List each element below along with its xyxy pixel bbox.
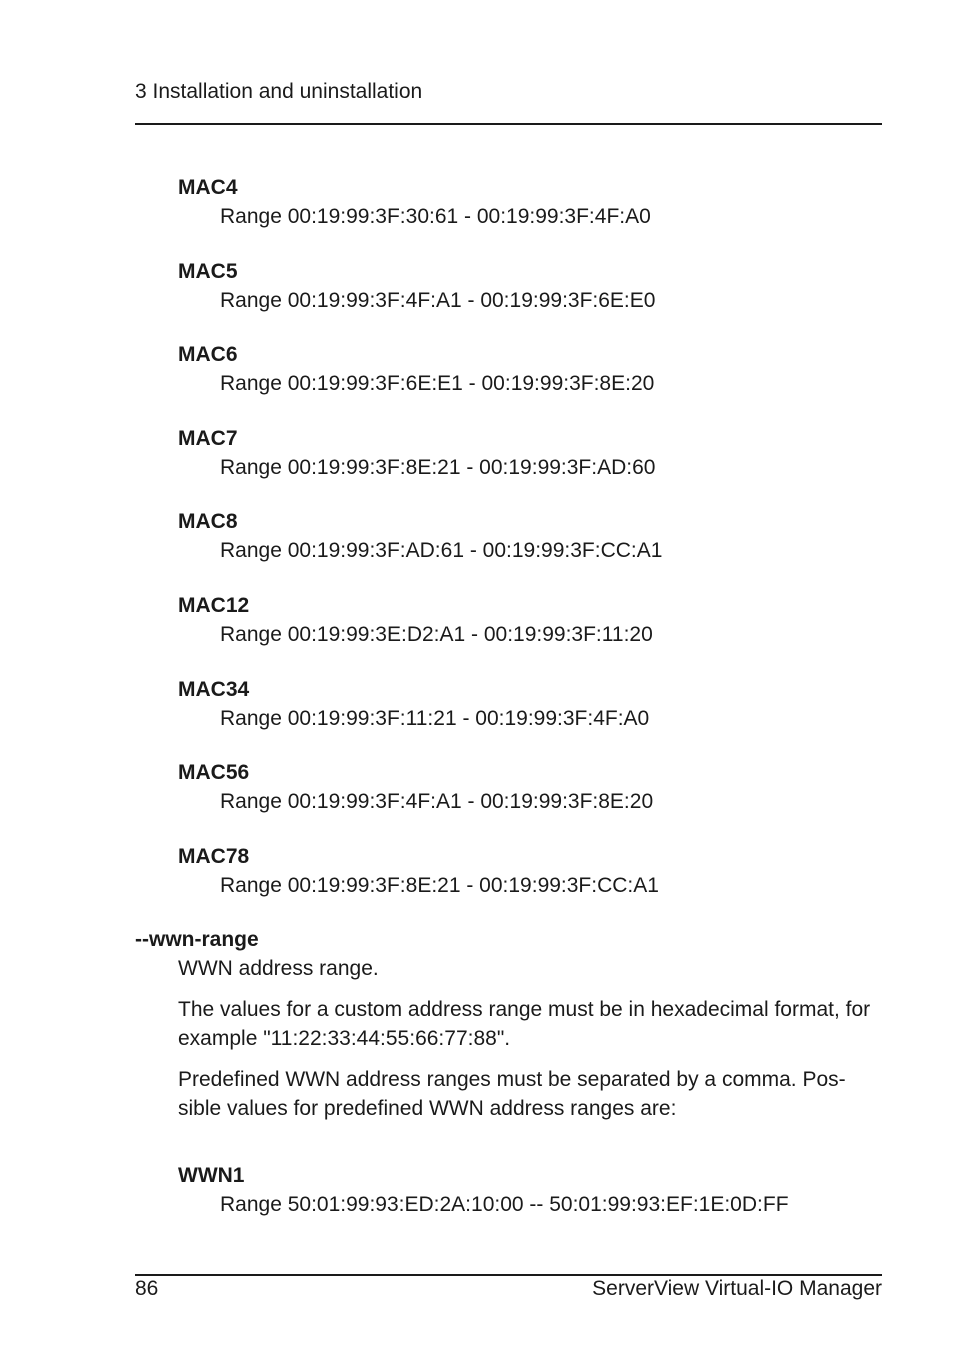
mac-range-name: MAC5 — [178, 260, 238, 283]
option-name: --wwn-range — [135, 928, 259, 951]
mac-range-name: MAC8 — [178, 510, 238, 533]
mac-range-name: MAC34 — [178, 678, 250, 701]
header-divider — [135, 123, 882, 125]
mac-range-entry — [178, 425, 655, 482]
mac-range-value: Range 00:19:99:3F:8E:21 - 00:19:99:3F:CC:A1 — [220, 874, 659, 897]
mac-range-entry — [178, 843, 659, 900]
mac-range-name: MAC78 — [178, 845, 250, 868]
mac-range-name: MAC56 — [178, 761, 250, 784]
mac-range-value: Range 00:19:99:3F:4F:A1 - 00:19:99:3F:6E:E0 — [220, 289, 656, 312]
mac-range-value: Range 00:19:99:3F:AD:61 - 00:19:99:3F:CC:A1 — [220, 539, 663, 562]
mac-range-entry — [178, 174, 651, 231]
option-paragraph: The values for a custom address range must be in hexadecimal format, for example "11:22:33:44:55:66:77:88". — [178, 998, 871, 1050]
mac-range-entry — [178, 592, 653, 649]
mac-range-value: Range 00:19:99:3F:6E:E1 - 00:19:99:3F:8E:20 — [220, 372, 655, 395]
mac-range-entry — [178, 258, 655, 315]
mac-range-name: MAC4 — [178, 176, 238, 199]
document-title: ServerView Virtual-IO Manager — [592, 1277, 882, 1300]
wwn-range-value: Range 50:01:99:93:ED:2A:10:00 -- 50:01:99:93:EF:1E:0D:FF — [220, 1193, 789, 1216]
mac-range-value: Range 00:19:99:3F:30:61 - 00:19:99:3F:4F:A0 — [220, 205, 651, 228]
page-number: 86 — [135, 1277, 159, 1300]
wwn-range-name: WWN1 — [178, 1164, 245, 1187]
running-header: 3 Installation and uninstallation — [135, 80, 423, 103]
option-description — [178, 954, 882, 1219]
mac-range-value: Range 00:19:99:3F:8E:21 - 00:19:99:3F:AD:60 — [220, 456, 656, 479]
mac-range-value: Range 00:19:99:3E:D2:A1 - 00:19:99:3F:11:20 — [220, 623, 653, 646]
mac-range-value: Range 00:19:99:3F:11:21 - 00:19:99:3F:4F:A0 — [220, 707, 650, 730]
mac-range-entry — [178, 759, 653, 816]
mac-range-value: Range 00:19:99:3F:4F:A1 - 00:19:99:3F:8E:20 — [220, 790, 654, 813]
wwn-range-option — [135, 926, 882, 1219]
wwn-range-entry — [178, 1162, 882, 1219]
mac-range-entry — [178, 341, 654, 398]
mac-range-name: MAC7 — [178, 427, 238, 450]
mac-range-entry — [178, 508, 662, 565]
option-paragraph: WWN address range. — [178, 957, 379, 980]
option-paragraph: Predefined WWN address ranges must be separated by a comma. Pos-sible values for predefined WWN address ranges are: — [178, 1068, 846, 1120]
mac-range-entry — [178, 676, 649, 733]
mac-range-name: MAC12 — [178, 594, 250, 617]
mac-range-name: MAC6 — [178, 343, 238, 366]
